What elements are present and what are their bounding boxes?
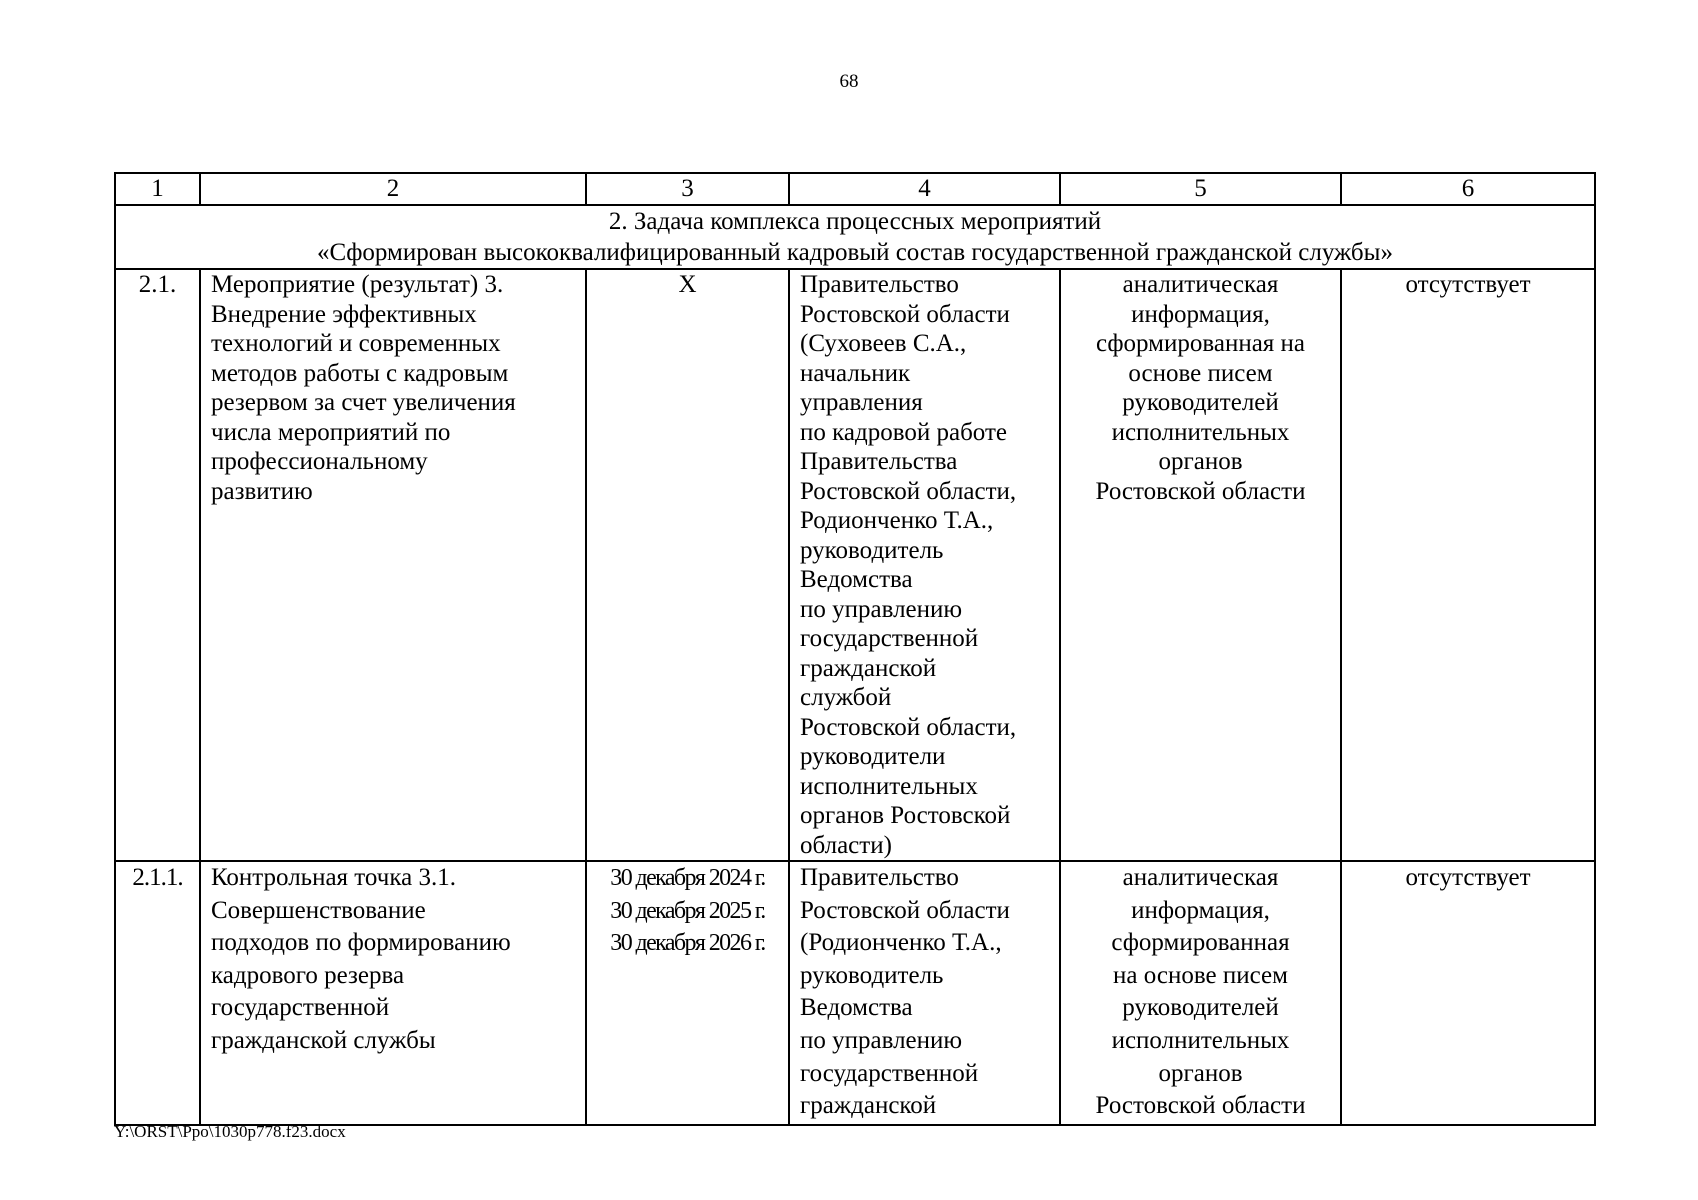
cell-text-line: Контрольная точка 3.1. (211, 864, 456, 891)
row-number-cell: 2.1.1. (115, 861, 200, 1125)
cell-text-line: органов Ростовской (800, 802, 1011, 829)
cell-text-line: Родионченко Т.А., (800, 507, 994, 534)
cell-text-line: аналитическая (1122, 271, 1279, 298)
cell-text-line: Ростовской области (800, 896, 1010, 924)
cell-text-line: аналитическая (1122, 864, 1279, 891)
cell-text-line: гражданской (800, 1092, 937, 1120)
column-header-6: 6 (1341, 173, 1595, 205)
document-type-cell (1060, 269, 1341, 861)
cell-text-line: исполнительных (1111, 418, 1290, 446)
column-header-3: 3 (586, 173, 789, 205)
cell-text-line: отсутствует (1405, 864, 1531, 891)
column-header-5: 5 (1060, 173, 1341, 205)
cell-text-line: Ростовской области (800, 300, 1010, 328)
cell-text-line: развитию (211, 477, 313, 505)
cell-text-line: государственной (800, 1059, 979, 1087)
responsible-cell (789, 269, 1060, 861)
information-system-cell (1341, 269, 1595, 861)
cell-text-line: гражданской (800, 654, 937, 682)
document-type-cell (1060, 861, 1341, 1125)
column-header-1: 1 (115, 173, 200, 205)
cell-text-line: Х (678, 271, 697, 298)
cell-text-line: отсутствует (1405, 271, 1531, 298)
information-system-cell (1341, 861, 1595, 1125)
cell-text-line: гражданской службы (211, 1026, 436, 1054)
row-number-cell: 2.1. (115, 269, 200, 861)
cell-text-line: кадрового резерва (211, 961, 405, 989)
cell-text-line: Ростовской области, (800, 713, 1017, 741)
cell-text-line: по кадровой работе (800, 418, 1007, 446)
cell-text-line: числа мероприятий по (211, 418, 451, 446)
cell-text-line: исполнительных (1111, 1026, 1290, 1054)
cell-text-line: руководителей (1122, 994, 1279, 1022)
task-heading-line-2: «Сформирован высококвалифицированный кадровый состав государственной гражданской службы» (317, 239, 1393, 266)
cell-text-line: (Суховеев С.А., (800, 330, 967, 357)
cell-text-line: 30 декабря 2025 г. (610, 897, 765, 924)
cell-text-line: Правительства (800, 448, 958, 475)
activity-name-cell (200, 861, 586, 1125)
cell-text-line: по управлению (800, 595, 963, 623)
cell-text-line: на основе писем (1113, 961, 1288, 989)
task-heading-cell (115, 205, 1595, 269)
cell-text-line: (Родионченко Т.А., (800, 929, 1002, 957)
cell-text-line: технологий и современных (211, 330, 501, 357)
cell-text-line: Ростовской области (1095, 1092, 1306, 1120)
cell-text-line: Ростовской области (1095, 477, 1306, 505)
cell-text-line: Совершенствование (211, 896, 426, 924)
cell-text-line: подходов по формированию (211, 929, 511, 957)
table-row (115, 861, 1595, 1125)
cell-text-line: государственной (800, 625, 979, 652)
cell-text-line: начальник (800, 359, 911, 387)
cell-text-line: методов работы с кадровым (211, 359, 509, 387)
cell-text-line: службой (800, 684, 892, 711)
cell-text-line: сформированная (1111, 929, 1290, 957)
cell-text-line: органов (1158, 1059, 1243, 1087)
cell-text-line: Внедрение эффективных (211, 300, 477, 328)
responsible-cell (789, 861, 1060, 1125)
cell-text-line: по управлению (800, 1026, 963, 1054)
cell-text-line: органов (1158, 448, 1243, 475)
cell-text-line: руководители (800, 743, 946, 770)
column-header-2: 2 (200, 173, 586, 205)
column-header-4: 4 (789, 173, 1060, 205)
cell-text-line: информация, (1131, 300, 1270, 328)
header-row (115, 173, 1595, 205)
activity-name-cell (200, 269, 586, 861)
cell-text-line: 30 декабря 2024 г. (610, 865, 765, 891)
cell-text-line: Правительство (800, 271, 959, 298)
cell-text-line: Ведомства (800, 994, 913, 1022)
file-path-footer: Y:\ORST\Ppo\1030p778.f23.docx (114, 1122, 346, 1141)
cell-text-line: исполнительных (800, 772, 978, 800)
cell-text-line: государственной (211, 994, 390, 1022)
task-heading-line-1: 2. Задача комплекса процессных мероприятий (608, 208, 1102, 235)
page-number: 68 (839, 71, 859, 92)
cell-text-line: Ведомства (800, 566, 913, 593)
cell-text-line: руководитель (800, 961, 944, 989)
cell-text-line: 30 декабря 2026 г. (610, 930, 765, 957)
deadline-cell (586, 269, 789, 861)
cell-text-line: руководителей (1122, 389, 1279, 416)
cell-text-line: управления (800, 389, 923, 416)
cell-text-line: области) (800, 831, 892, 859)
cell-text-line: Правительство (800, 864, 959, 891)
cell-text-line: Мероприятие (результат) 3. (211, 271, 504, 298)
cell-text-line: резервом за счет увеличения (211, 389, 516, 416)
cell-text-line: профессиональному (211, 448, 428, 475)
cell-text-line: информация, (1131, 896, 1270, 924)
cell-text-line: основе писем (1128, 359, 1273, 387)
cell-text-line: сформированная на (1095, 330, 1306, 357)
cell-text-line: руководитель (800, 536, 944, 564)
deadline-cell (586, 861, 789, 1125)
task-heading-row (115, 205, 1595, 269)
activities-table (114, 172, 1596, 1126)
table-row (115, 269, 1595, 861)
cell-text-line: Ростовской области, (800, 477, 1017, 505)
